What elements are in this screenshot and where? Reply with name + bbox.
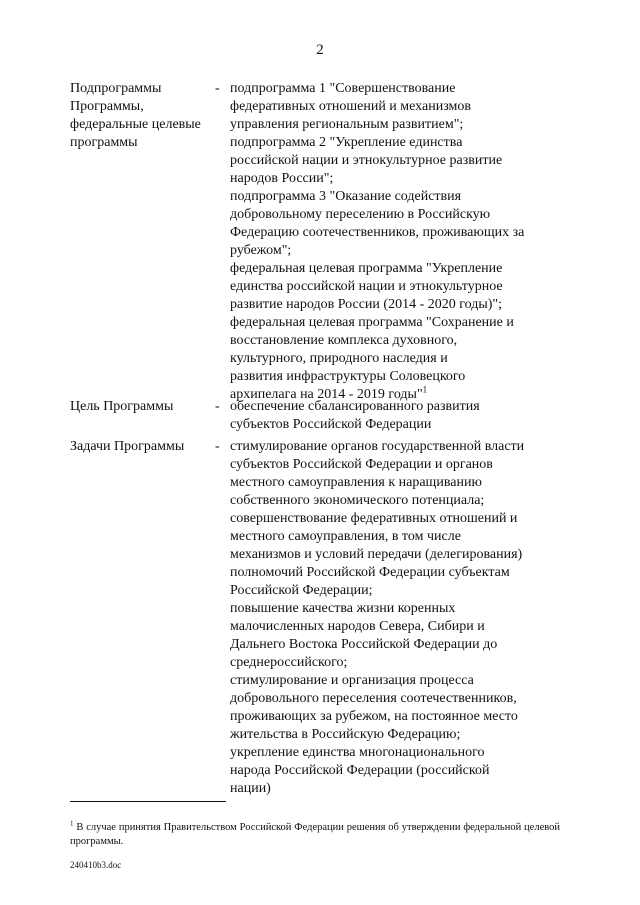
content-line: подпрограмма 3 "Оказание содействия — [230, 189, 462, 204]
content-line: подпрограмма 2 "Укрепление единства — [230, 135, 463, 150]
content-line: Федерацию соотечественников, проживающих за — [230, 225, 525, 240]
row-content-goal — [230, 398, 560, 434]
content-line: обеспечение сбалансированного развития — [230, 399, 480, 414]
row-label-subprograms: Подпрограммы Программы, федеральные целевые программы — [70, 81, 201, 150]
content-line: субъектов Российской Федерации и органов — [230, 457, 493, 472]
content-line: развитие народов России (2014 - 2020 годы)"; — [230, 297, 503, 312]
content-line: стимулирование органов государственной власти — [230, 439, 525, 454]
content-line: среднероссийского; — [230, 655, 348, 670]
content-line: народа Российской Федерации (российской — [230, 763, 490, 778]
row-dash: - — [215, 81, 220, 96]
content-line: повышение качества жизни коренных — [230, 601, 456, 616]
page-number: 2 — [316, 42, 324, 58]
content-line: собственного экономического потенциала; — [230, 493, 485, 508]
content-line: добровольного переселения соотечественников, — [230, 691, 517, 706]
content-line: восстановление комплекса духовного, — [230, 333, 458, 348]
content-line: механизмов и условий передачи (делегирования) — [230, 547, 523, 562]
content-line: малочисленных народов Севера, Сибири и — [230, 619, 485, 634]
content-line: нации) — [230, 781, 271, 796]
content-line: федеральная целевая программа "Укрепление — [230, 261, 503, 276]
content-line-text: архипелага на 2014 - 2019 годы" — [230, 387, 423, 402]
content-line: полномочий Российской Федерации субъектам — [230, 565, 510, 580]
row-label-tasks: Задачи Программы — [70, 439, 185, 454]
footnote-text: В случае принятия Правительством Российской Федерации решения об утверждении федеральной целевой программы. — [70, 822, 560, 847]
content-line: народов России"; — [230, 171, 334, 186]
content-line: местного самоуправления к наращиванию — [230, 475, 482, 490]
content-line: культурного, природного наследия и — [230, 351, 448, 366]
content-line: стимулирование и организация процесса — [230, 673, 474, 688]
content-line: федеральная целевая программа "Сохранение и — [230, 315, 514, 330]
content-line: субъектов Российской Федерации — [230, 417, 432, 432]
row-label-goal: Цель Программы — [70, 399, 174, 414]
content-line: российской нации и этнокультурное развитие — [230, 153, 503, 168]
content-line: развития инфраструктуры Соловецкого — [230, 369, 466, 384]
content-line: рубежом"; — [230, 243, 292, 258]
content-line: укрепление единства многонационального — [230, 745, 485, 760]
row-content-subprograms — [230, 80, 560, 404]
footnote-mark: 1 — [70, 819, 74, 828]
content-line: федеративных отношений и механизмов — [230, 99, 472, 114]
row-dash: - — [215, 399, 220, 414]
content-line: Российской Федерации; — [230, 583, 373, 598]
content-line: совершенствование федеративных отношений и — [230, 511, 518, 526]
content-line: Дальнего Востока Российской Федерации до — [230, 637, 498, 652]
row-dash: - — [215, 439, 220, 454]
footnote — [70, 821, 560, 849]
content-line: добровольному переселению в Российскую — [230, 207, 491, 222]
footnote-reference[interactable]: 1 — [422, 384, 428, 395]
content-line: единства российской нации и этнокультурное — [230, 279, 503, 294]
content-line: подпрограмма 1 "Совершенствование — [230, 81, 456, 96]
content-line: местного самоуправления, в том числе — [230, 529, 461, 544]
document-filename: 240410b3.doc — [70, 860, 122, 870]
content-line: управления региональным развитием"; — [230, 117, 464, 132]
row-content-tasks — [230, 438, 560, 798]
content-line: жительства в Российскую Федерацию; — [230, 727, 461, 742]
footnote-separator — [70, 801, 226, 802]
content-line: проживающих за рубежом, на постоянное место — [230, 709, 518, 724]
